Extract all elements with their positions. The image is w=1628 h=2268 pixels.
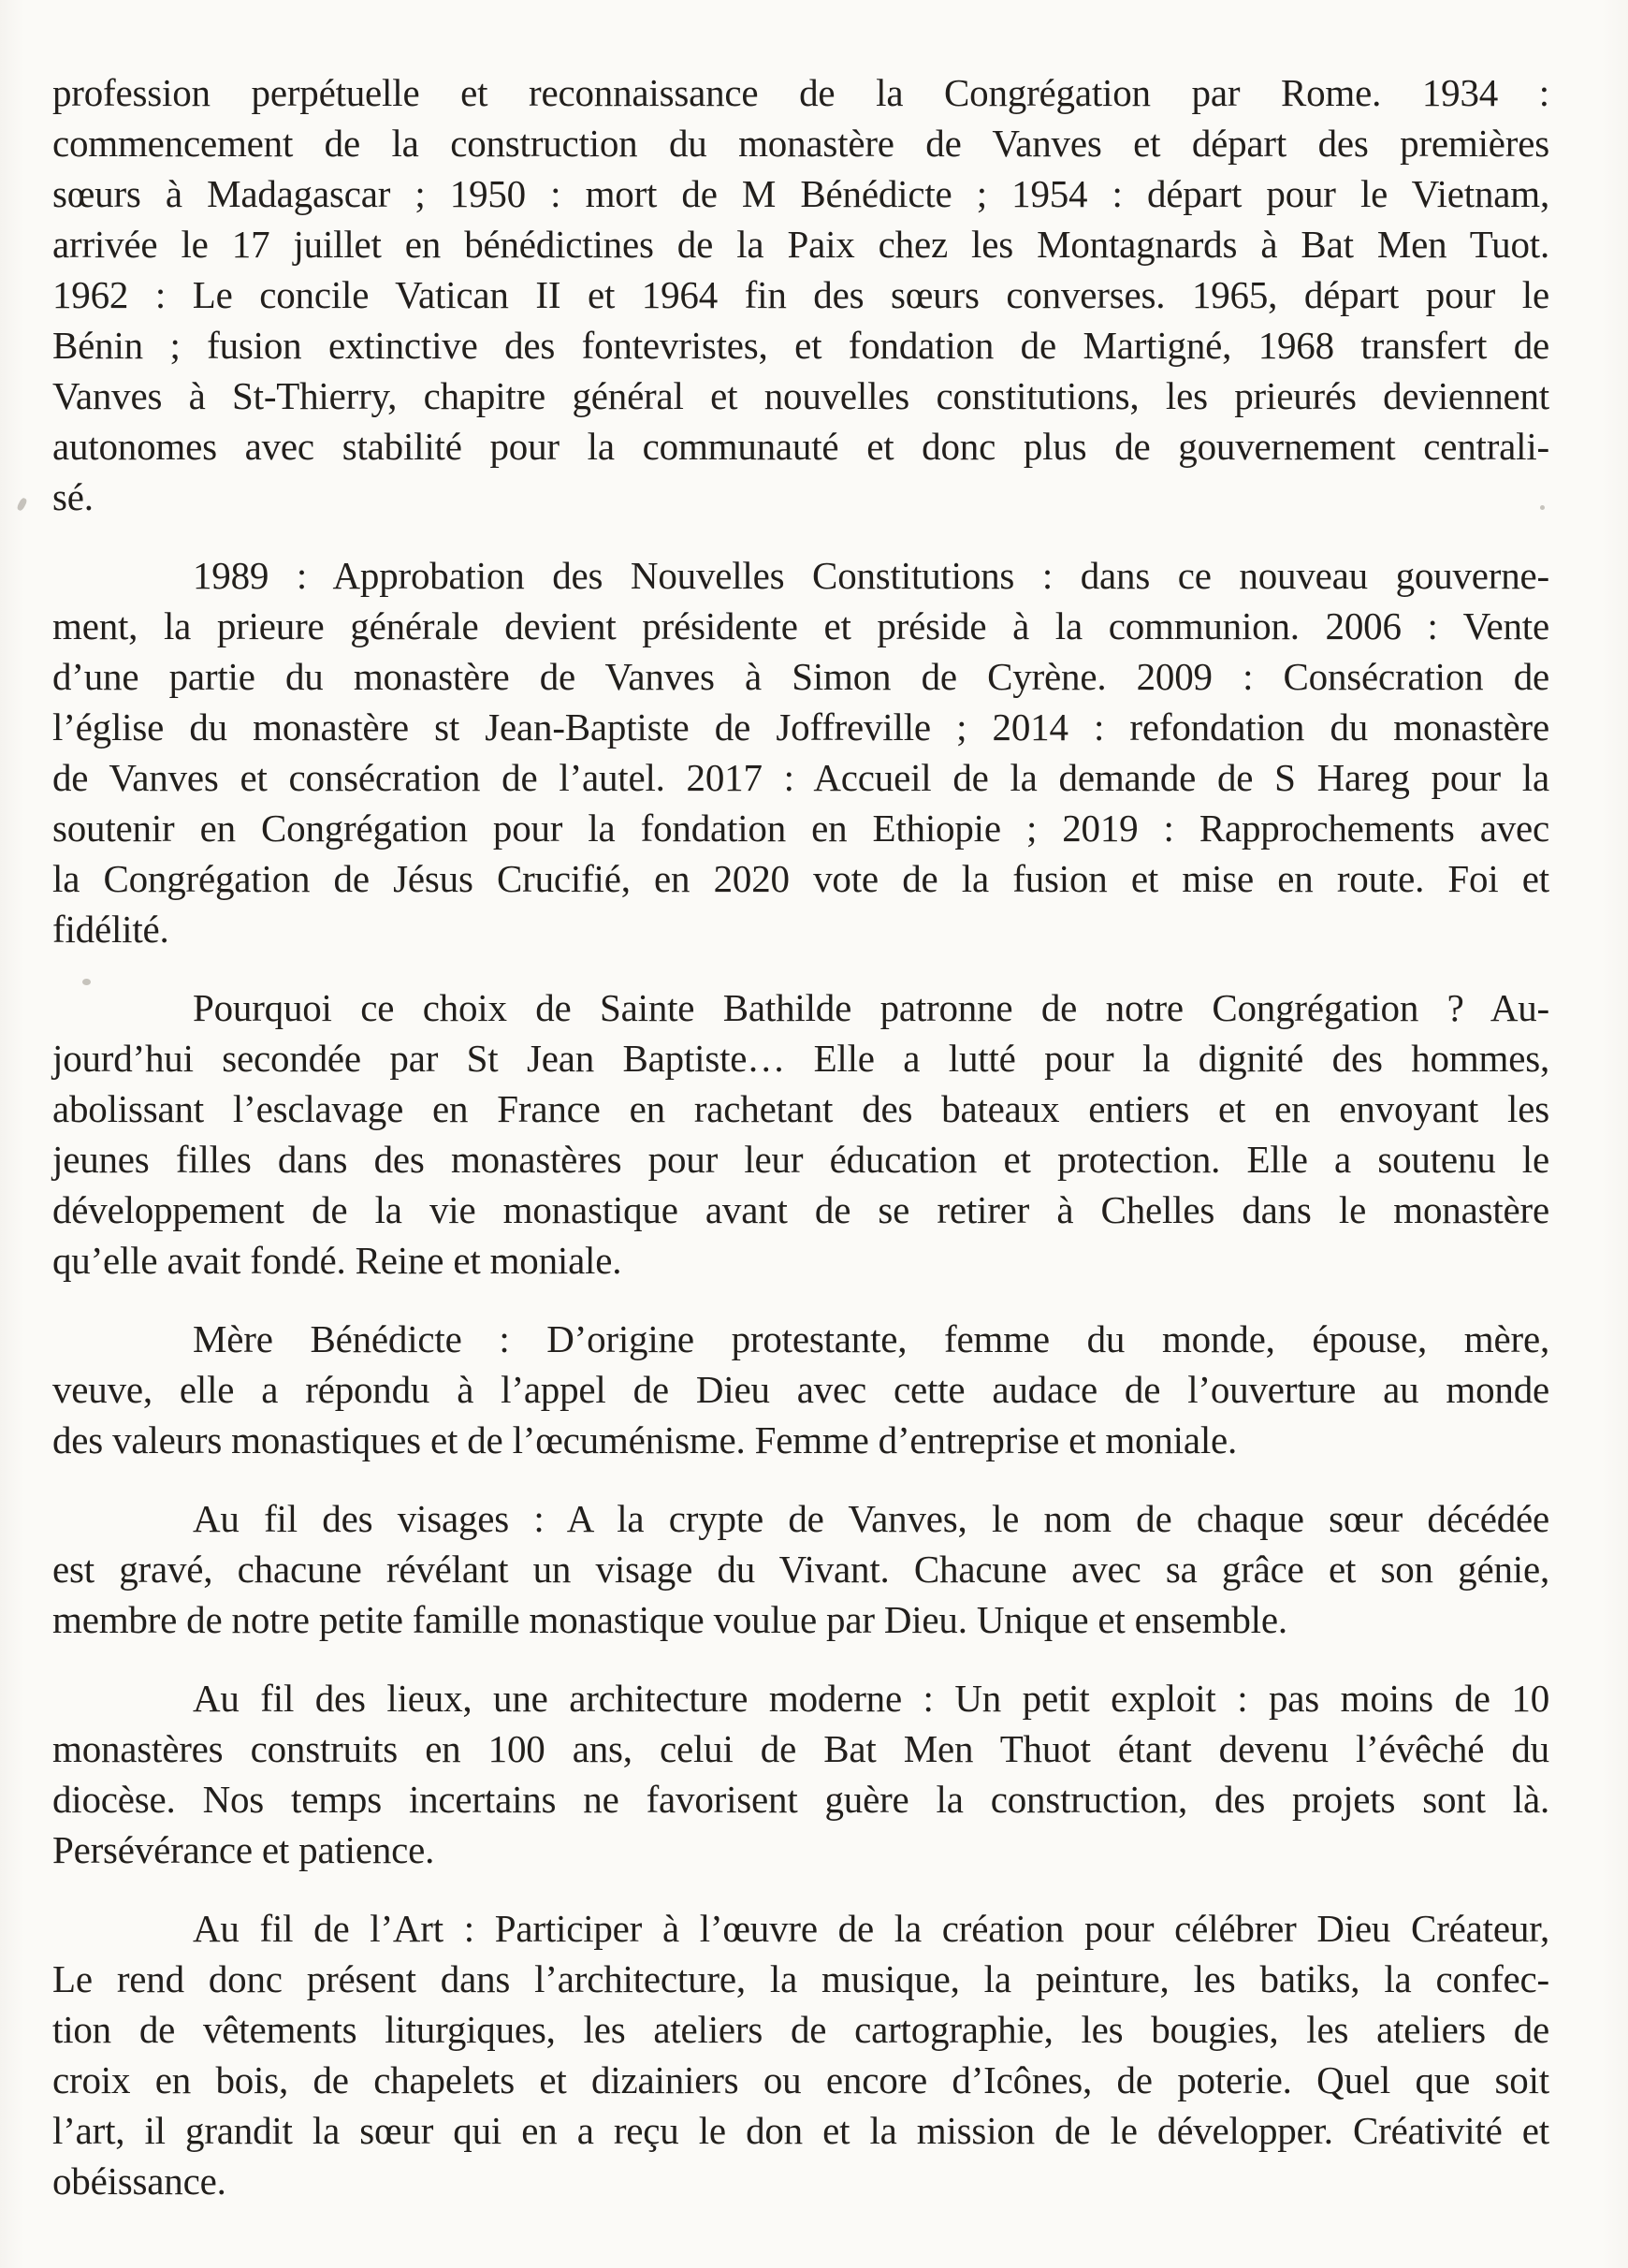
text-line: croix en bois, de chapelets et dizainiers ou encore d’Icônes, de poterie. Quel que soit xyxy=(52,2058,1549,2101)
paragraph xyxy=(52,1314,1549,1465)
paragraph xyxy=(52,1493,1549,1645)
text-line: membre de notre petite famille monastique voulue par Dieu. Unique et ensemble. xyxy=(52,1598,1287,1641)
text-line: l’église du monastère st Jean-Baptiste de Joffreville ; 2014 : refondation du monastère xyxy=(52,705,1549,749)
text-line: jeunes filles dans des monastères pour leur éducation et protection. Elle a soutenu le xyxy=(52,1138,1549,1181)
text-line: diocèse. Nos temps incertains ne favorisent guère la construction, des projets sont là. xyxy=(52,1778,1549,1821)
text-line: Au fil de l’Art : Participer à l’œuvre de la création pour célébrer Dieu Créateur, xyxy=(193,1907,1549,1950)
text-line: Au fil des lieux, une architecture moderne : Un petit exploit : pas moins de 10 xyxy=(193,1677,1549,1720)
text-line: est gravé, chacune révélant un visage du Vivant. Chacune avec sa grâce et son génie, xyxy=(52,1548,1549,1591)
text-line: l’art, il grandit la sœur qui en a reçu le don et la mission de le développer. Créativité et xyxy=(52,2109,1549,2152)
text-line: Bénin ; fusion extinctive des fontevristes, et fondation de Martigné, 1968 transfert de xyxy=(52,324,1549,367)
document-text xyxy=(52,67,1549,2234)
text-line: d’une partie du monastère de Vanves à Simon de Cyrène. 2009 : Consécration de xyxy=(52,655,1549,698)
paragraph xyxy=(52,67,1549,522)
text-line: abolissant l’esclavage en France en rachetant des bateaux entiers et en envoyant les xyxy=(52,1087,1549,1130)
text-line: développement de la vie monastique avant de se retirer à Chelles dans le monastère xyxy=(52,1188,1549,1231)
text-line: de Vanves et consécration de l’autel. 2017 : Accueil de la demande de S Hareg pour la xyxy=(52,756,1549,799)
text-line: Pourquoi ce choix de Sainte Bathilde patronne de notre Congrégation ? Au- xyxy=(193,986,1549,1029)
text-line: la Congrégation de Jésus Crucifié, en 2020 vote de la fusion et mise en route. Foi et xyxy=(52,857,1549,900)
text-line: tion de vêtements liturgiques, les ateliers de cartographie, les bougies, les ateliers de xyxy=(52,2008,1549,2051)
paragraph xyxy=(52,982,1549,1286)
text-line: soutenir en Congrégation pour la fondation en Ethiopie ; 2019 : Rapprochements avec xyxy=(52,807,1549,850)
text-line: Au fil des visages : A la crypte de Vanves, le nom de chaque sœur décédée xyxy=(193,1497,1549,1540)
text-line: 1989 : Approbation des Nouvelles Constitutions : dans ce nouveau gouverne- xyxy=(193,554,1549,597)
text-line: jourd’hui secondée par St Jean Baptiste… Elle a lutté pour la dignité des hommes, xyxy=(52,1037,1549,1080)
text-line: fidélité. xyxy=(52,908,169,951)
text-line: commencement de la construction du monastère de Vanves et départ des premières xyxy=(52,122,1549,165)
text-line: Le rend donc présent dans l’architecture, la musique, la peinture, les batiks, la confec- xyxy=(52,1957,1549,2000)
text-line: obéissance. xyxy=(52,2159,226,2203)
text-line: arrivée le 17 juillet en bénédictines de la Paix chez les Montagnards à Bat Men Tuot. xyxy=(52,223,1549,266)
text-line: qu’elle avait fondé. Reine et moniale. xyxy=(52,1239,622,1282)
text-line: Vanves à St-Thierry, chapitre général et nouvelles constitutions, les prieurés deviennent xyxy=(52,374,1549,417)
text-line: veuve, elle a répondu à l’appel de Dieu avec cette audace de l’ouverture au monde xyxy=(52,1368,1549,1411)
text-line: des valeurs monastiques et de l’œcuménisme. Femme d’entreprise et moniale. xyxy=(52,1418,1238,1461)
paragraph xyxy=(52,1903,1549,2206)
scan-artifact xyxy=(16,497,28,512)
text-line: sœurs à Madagascar ; 1950 : mort de M Bénédicte ; 1954 : départ pour le Vietnam, xyxy=(52,172,1549,215)
paragraph xyxy=(52,1673,1549,1875)
text-line: Mère Bénédicte : D’origine protestante, femme du monde, épouse, mère, xyxy=(193,1317,1549,1360)
text-line: monastères construits en 100 ans, celui de Bat Men Thuot étant devenu l’évêché du xyxy=(52,1727,1549,1770)
text-line: 1962 : Le concile Vatican II et 1964 fin des sœurs converses. 1965, départ pour le xyxy=(52,273,1549,316)
text-line: sé. xyxy=(52,475,94,518)
text-line: Persévérance et patience. xyxy=(52,1828,435,1871)
text-line: ment, la prieure générale devient présidente et préside à la communion. 2006 : Vente xyxy=(52,604,1549,647)
text-line: profession perpétuelle et reconnaissance de la Congrégation par Rome. 1934 : xyxy=(52,71,1549,114)
paragraph xyxy=(52,550,1549,954)
text-line: autonomes avec stabilité pour la communauté et donc plus de gouvernement centrali- xyxy=(52,425,1549,468)
